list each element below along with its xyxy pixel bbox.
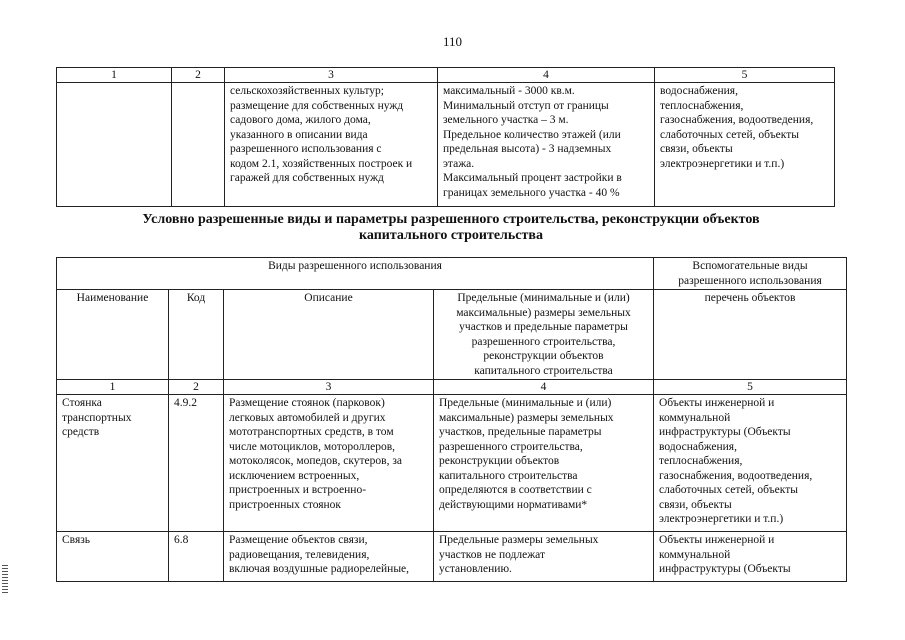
section-title: Условно разрешенные виды и параметры разрешенного строительства, реконструкции объектов капитального строительства <box>142 212 760 243</box>
auxiliary-cell: водоснабжения, теплоснабжения, газоснабжения, водоотведения, слаботочных сетей, объекты связи, объекты электроэнергетики и т.п.) <box>655 83 835 207</box>
column-number-row <box>57 68 835 83</box>
description-cell: Размещение объектов связи, радиовещания, телевидения, включая воздушные радиорелейные, <box>224 532 434 582</box>
page-number: 110 <box>442 34 463 49</box>
column-number: 5 <box>654 380 847 395</box>
top-table <box>56 67 835 207</box>
column-number: 2 <box>169 380 224 395</box>
aux-header: Вспомогательные виды разрешенного использования <box>654 258 847 290</box>
parameters-cell: Предельные (минимальные и (или) максимальные) размеры земельных участков, предельные параметры разрешенного строительства, реконструкции объектов капитального строительства определяются в соответствии с действующими нормативами* <box>434 395 654 532</box>
table-row <box>57 395 847 532</box>
table-row <box>57 532 847 582</box>
header-name: Наименование <box>57 290 169 380</box>
auxiliary-cell: Объекты инженерной и коммунальной инфраструктуры (Объекты водоснабжения, теплоснабжения, газоснабжения, водоотведения, слаботочных сетей, объекты связи, объекты электроэнергетики и т.п.) <box>654 395 847 532</box>
column-number: 1 <box>57 68 172 83</box>
column-number-row <box>57 380 847 395</box>
code-cell: 6.8 <box>169 532 224 582</box>
column-number: 2 <box>172 68 225 83</box>
column-number: 4 <box>438 68 655 83</box>
header-description: Описание <box>224 290 434 380</box>
parameters-cell: Предельные размеры земельных участков не подлежат установлению. <box>434 532 654 582</box>
header-code: Код <box>169 290 224 380</box>
header-parameters: Предельные (минимальные и (или) максимальные) размеры земельных участков и предельные параметры разрешенного строительства, реконструкции объектов капитального строительства <box>434 290 654 380</box>
name-cell: Стоянка транспортных средств <box>57 395 169 532</box>
parameters-cell: максимальный - 3000 кв.м. Минимальный отступ от границы земельного участка – 3 м. Предельное количество этажей (или предельная высота) - 3 надземных этажа. Максимальный процент застройки в границах земельного участка - 40 % <box>438 83 655 207</box>
name-cell: Связь <box>57 532 169 582</box>
column-number: 4 <box>434 380 654 395</box>
description-cell: Размещение стоянок (парковок) легковых автомобилей и других мототранспортных средств, в том числе мотоциклов, мотороллеров, мотоколясок, мопедов, скутеров, за исключением встроенных, пристроенных и встроенно- пристроенных стоянок <box>224 395 434 532</box>
description-cell: сельскохозяйственных культур; размещение для собственных нужд садового дома, жилого дома, указанного в описании вида разрешенного использования с кодом 2.1, хозяйственных построек и гаражей для собственных нужд <box>225 83 438 207</box>
binding-marks <box>2 565 8 593</box>
code-cell: 4.9.2 <box>169 395 224 532</box>
group-header: Виды разрешенного использования <box>57 258 654 290</box>
auxiliary-cell: Объекты инженерной и коммунальной инфраструктуры (Объекты <box>654 532 847 582</box>
bottom-table <box>56 257 847 582</box>
header-row <box>57 290 847 380</box>
code-cell <box>172 83 225 207</box>
header-auxiliary: перечень объектов <box>654 290 847 380</box>
column-number: 3 <box>225 68 438 83</box>
column-number: 3 <box>224 380 434 395</box>
column-number: 5 <box>655 68 835 83</box>
name-cell <box>57 83 172 207</box>
column-number: 1 <box>57 380 169 395</box>
group-header-row <box>57 258 847 290</box>
table-row <box>57 83 835 207</box>
